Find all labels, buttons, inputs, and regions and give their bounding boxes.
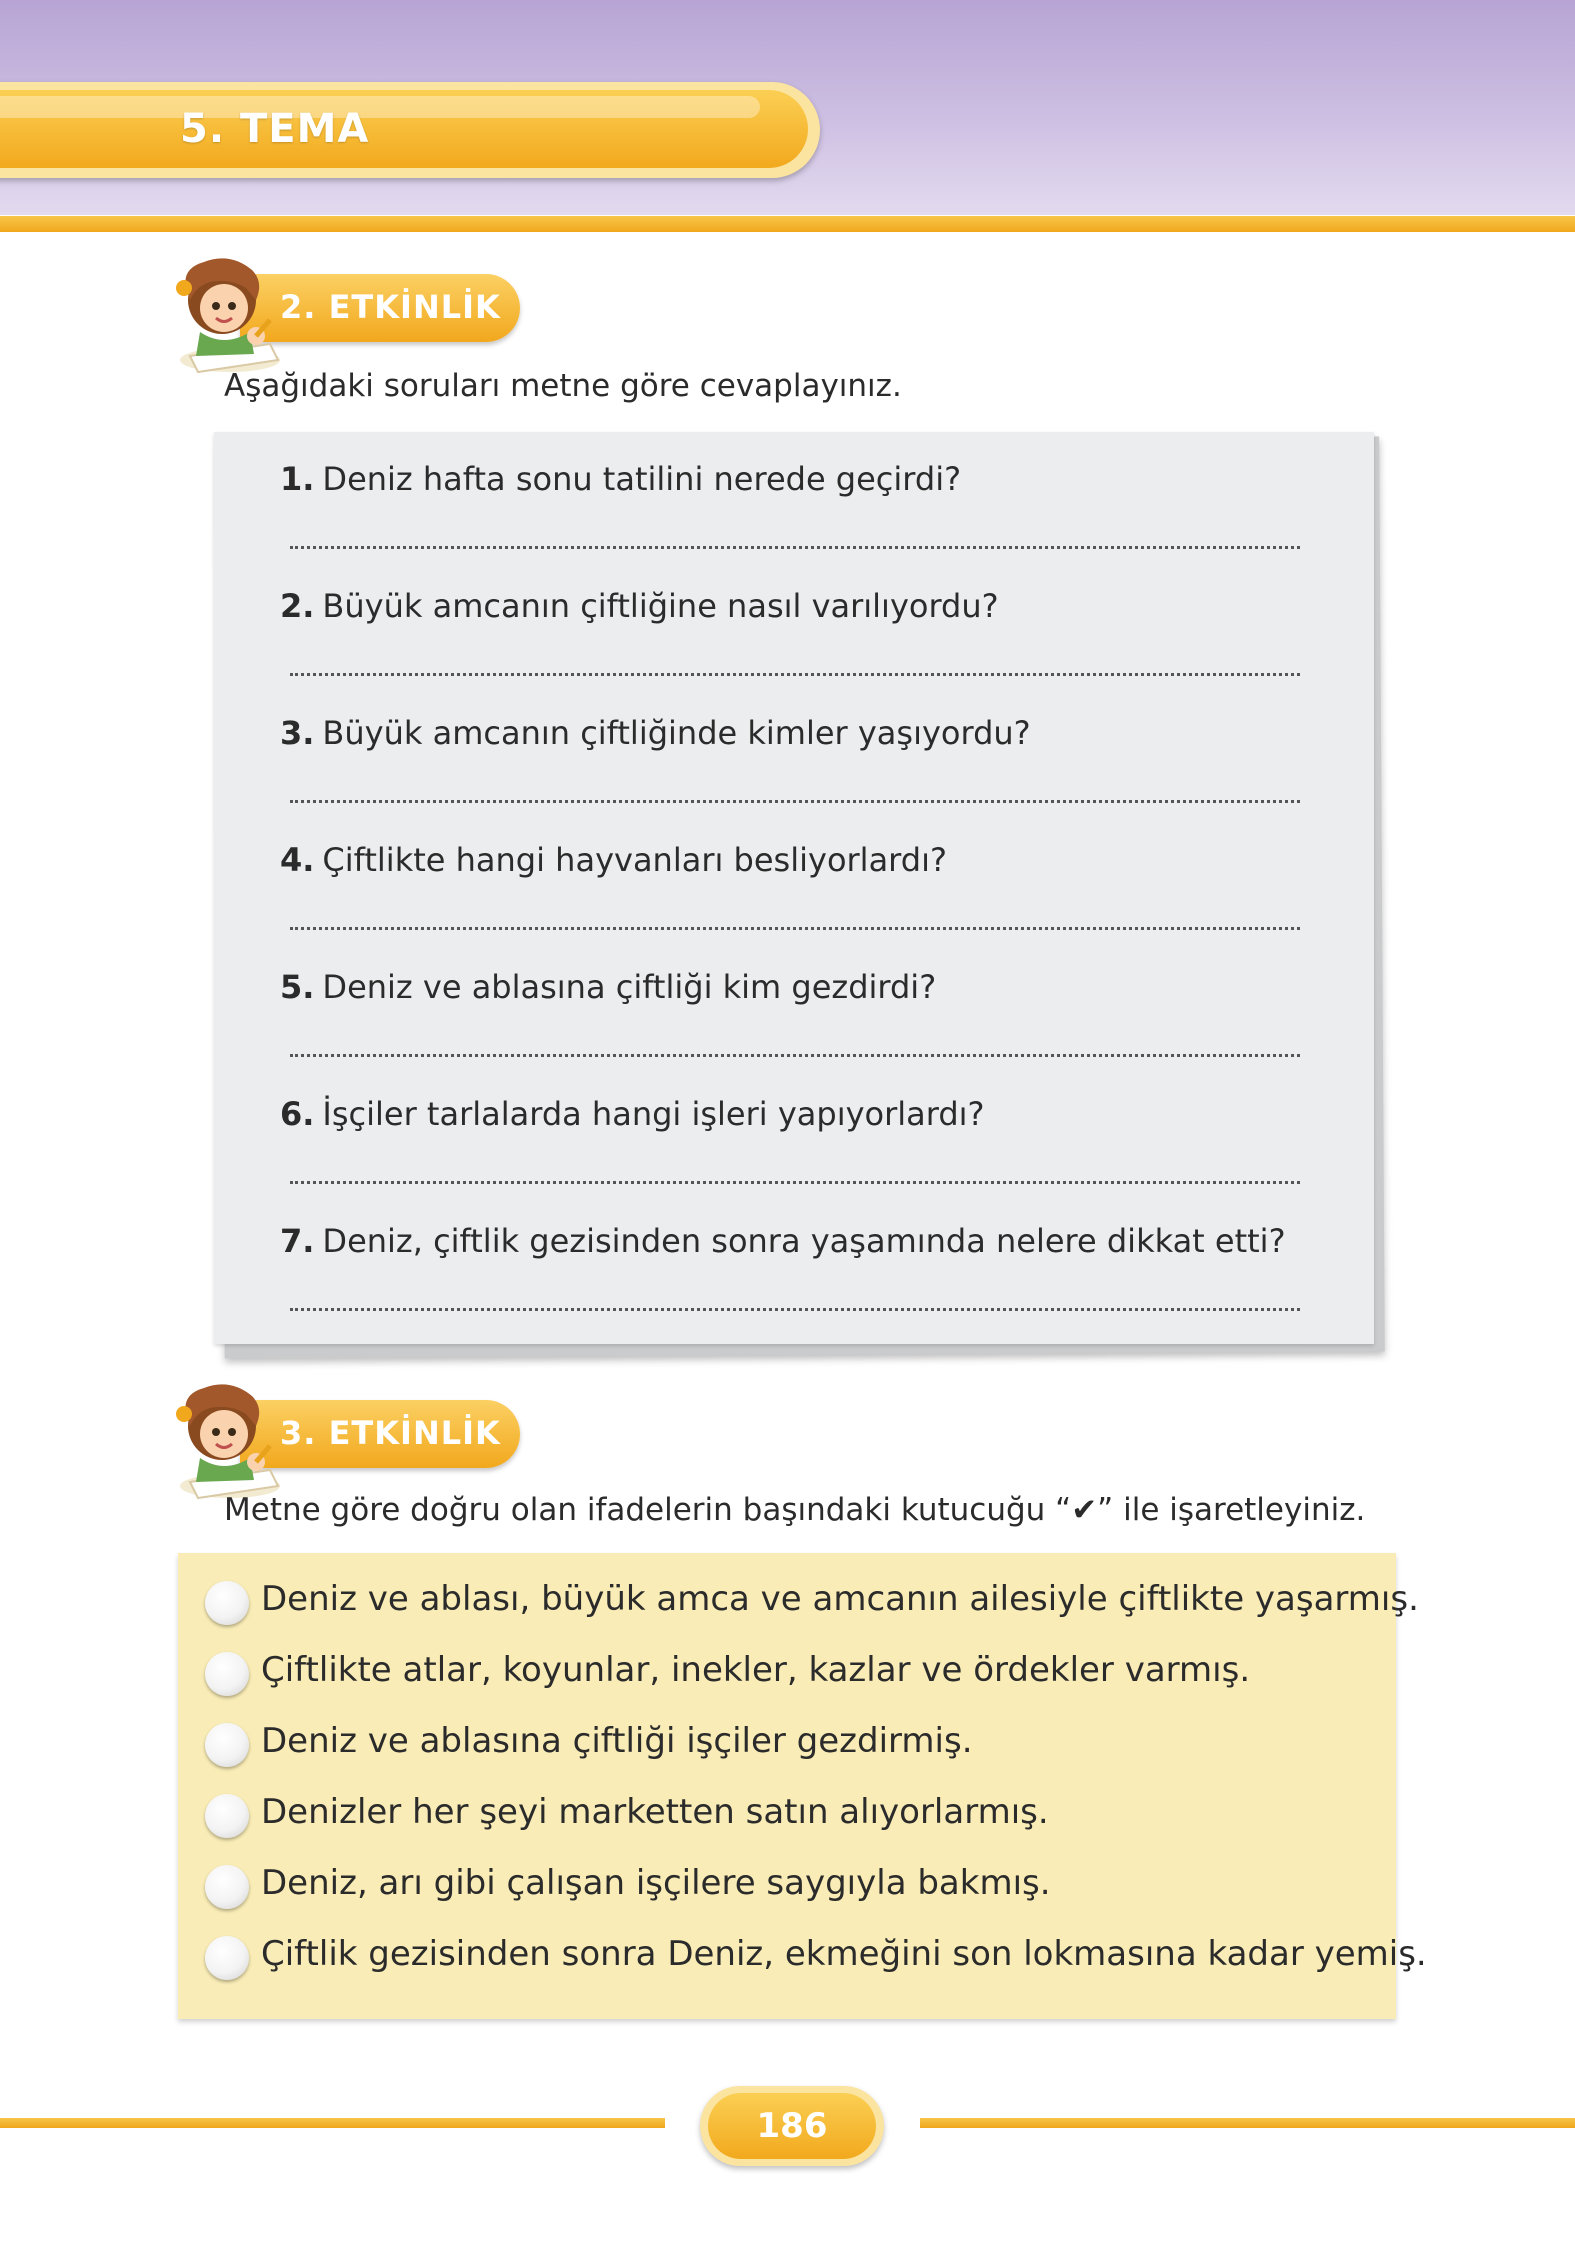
footer-line-left [0,2118,665,2128]
answer-line-7[interactable] [290,1304,1300,1311]
mascot-girl-icon [160,248,290,378]
answer-line-2[interactable] [290,669,1300,676]
answer-line-5[interactable] [290,1050,1300,1057]
statement-text: Çiftlikte atlar, koyunlar, inekler, kazlar ve ördekler varmış. [261,1650,1251,1690]
answer-line-4[interactable] [290,923,1300,930]
statement-text: Denizler her şeyi marketten satın alıyorlarmış. [261,1792,1049,1832]
statement-text: Deniz, arı gibi çalışan işçilere saygıyla bakmış. [261,1863,1051,1903]
activity-3-instruction: Metne göre doğru olan ifadelerin başındaki kutucuğu “✔” ile işaretleyiniz. [224,1492,1366,1528]
question-4: 4. Çiftlikte hangi hayvanları besliyorlardı? [280,841,947,879]
question-5: 5. Deniz ve ablasına çiftliği kim gezdirdi? [280,968,937,1006]
questions-card [214,432,1374,1344]
checkbox-circle[interactable] [205,1652,249,1696]
mascot-girl-icon [160,1374,290,1504]
question-6: 6. İşçiler tarlalarda hangi işleri yapıyorlardı? [280,1095,985,1133]
checkbox-circle[interactable] [205,1581,249,1625]
statement-text: Çiftlik gezisinden sonra Deniz, ekmeğini son lokmasına kadar yemiş. [261,1934,1427,1974]
question-7: 7. Deniz, çiftlik gezisinden sonra yaşamında nelere dikkat etti? [280,1222,1286,1260]
statement-text: Deniz ve ablasına çiftliği işçiler gezdirmiş. [261,1721,973,1761]
answer-line-1[interactable] [290,542,1300,549]
checkbox-circle[interactable] [205,1723,249,1767]
checkbox-circle[interactable] [205,1936,249,1980]
answer-line-6[interactable] [290,1177,1300,1184]
page-number: 186 [756,2106,828,2146]
activity-2-instruction: Aşağıdaki soruları metne göre cevaplayınız. [224,368,902,404]
header-divider [0,216,1575,232]
checkbox-circle[interactable] [205,1865,249,1909]
activity-2-title: 2. ETKİNLİK [280,288,501,326]
footer-line-right [920,2118,1575,2128]
checkbox-circle[interactable] [205,1794,249,1838]
question-2: 2. Büyük amcanın çiftliğine nasıl varılıyordu? [280,587,999,625]
answer-line-3[interactable] [290,796,1300,803]
statement-text: Deniz ve ablası, büyük amca ve amcanın ailesiyle çiftlikte yaşarmış. [261,1579,1419,1619]
theme-title: 5. TEMA [180,106,370,152]
question-1: 1. Deniz hafta sonu tatilini nerede geçirdi? [280,460,962,498]
activity-3-title: 3. ETKİNLİK [280,1414,501,1452]
question-3: 3. Büyük amcanın çiftliğinde kimler yaşıyordu? [280,714,1031,752]
